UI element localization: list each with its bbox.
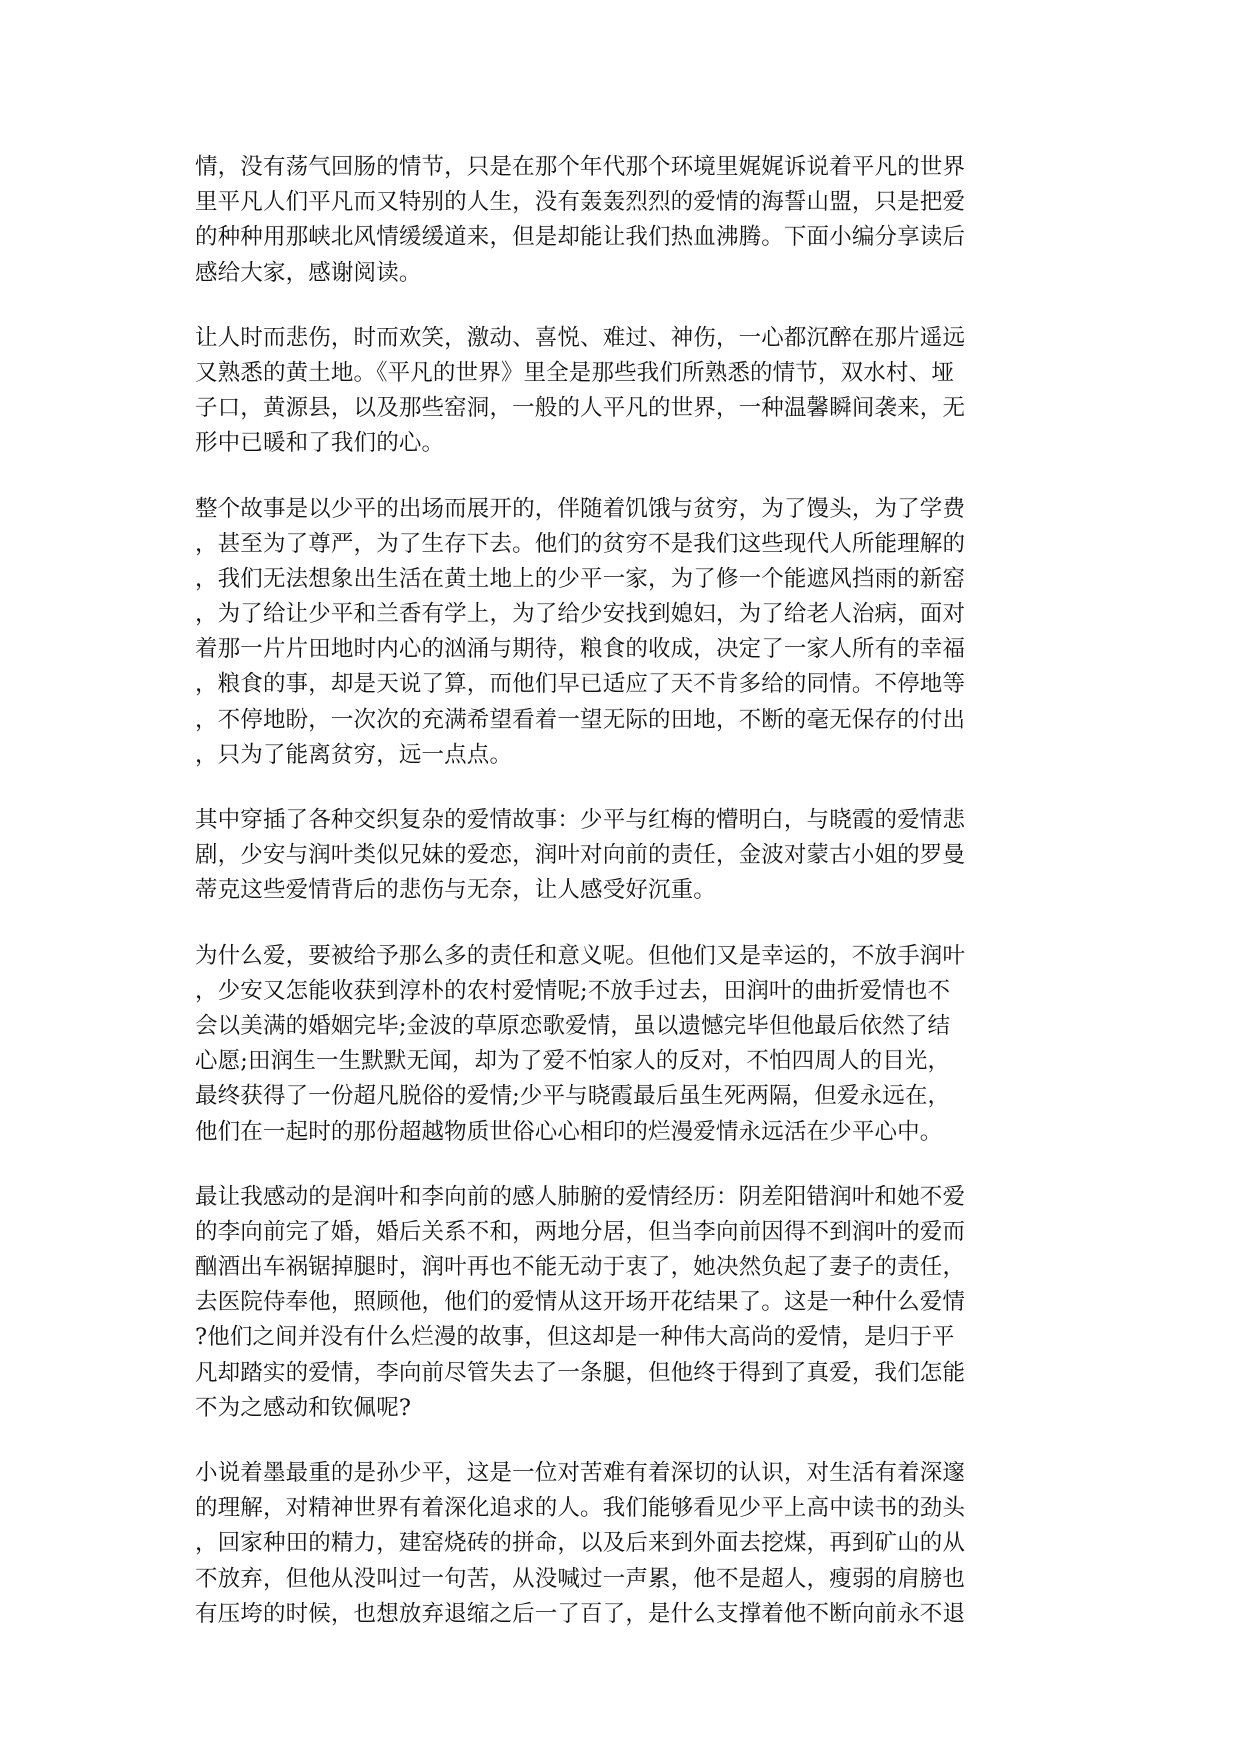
paragraph-4 [195,803,1055,909]
text-line: 又熟悉的黄土地。《平凡的世界》里全是那些我们所熟悉的情节，双水村、垭 [195,359,954,386]
text-line: ，少安又怎能收获到淳朴的农村爱情呢;不放手过去，田润叶的曲折爱情也不 [195,977,951,1004]
paragraph-3 [195,492,1055,774]
text-line: 剧，少安与润叶类似兄妹的爱恋，润叶对向前的责任，金波对蒙古小姐的罗曼 [195,842,966,869]
text-line: 感给大家，感谢阅读。 [195,259,422,286]
text-line: ，只为了能离贫穷，远一点点。 [195,741,513,768]
text-line: 整个故事是以少平的出场而展开的，伴随着饥饿与贫穷，为了馒头，为了学费 [195,495,966,522]
text-line: 不放弃，但他从没叫过一句苦，从没喊过一声累，他不是超人，瘦弱的肩膀也 [195,1565,966,1592]
text-line: 里平凡人们平凡而又特别的人生，没有轰轰烈烈的爱情的海誓山盟，只是把爱 [195,189,966,216]
document-body [195,150,1055,1662]
text-line: 去医院侍奉他，照顾他，他们的爱情从这开场开花结果了。这是一种什么爱情 [195,1289,966,1316]
text-line: ，甚至为了尊严，为了生存下去。他们的贫穷不是我们这些现代人所能理解的 [195,530,966,557]
text-line: ，粮食的事，却是天说了算，而他们早已适应了天不肯多给的同情。不停地等 [195,671,966,698]
text-line: 子口，黄源县，以及那些窑洞，一般的人平凡的世界，一种温馨瞬间袭来，无 [195,395,966,422]
text-line: 不为之感动和钦佩呢? [195,1394,412,1421]
text-line: 小说着墨最重的是孙少平，这是一位对苦难有着深切的认识，对生活有着深邃 [195,1460,966,1486]
text-line: 着那一片片田地时内心的汹涌与期待，粮食的收成，决定了一家人所有的幸福 [195,636,966,663]
text-line: 情，没有荡气回肠的情节，只是在那个年代那个环境里娓娓诉说着平凡的世界 [195,154,966,180]
text-line: 酗酒出车祸锯掉腿时，润叶再也不能无动于衷了，她决然负起了妻子的责任， [195,1254,966,1281]
text-line: 心愿;田润生一生默默无闻，却为了爱不怕家人的反对，不怕四周人的目光， [195,1048,951,1075]
text-line: 形中已暖和了我们的心。 [195,430,445,457]
text-line: 让人时而悲伤，时而欢笑，激动、喜悦、难过、神伤，一心都沉醉在那片遥远 [195,324,966,351]
text-line: 有压垮的时候，也想放弃退缩之后一了百了，是什么支撑着他不断向前永不退 [195,1600,966,1627]
paragraph-2 [195,321,1055,462]
paragraph-5 [195,939,1055,1150]
text-line: 为什么爱，要被给予那么多的责任和意义呢。但他们又是幸运的，不放手润叶 [195,942,966,969]
text-line: ，我们无法想象出生活在黄土地上的少平一家，为了修一个能遮风挡雨的新窑 [195,565,966,592]
text-line: 会以美满的婚姻完毕;金波的草原恋歌爱情，虽以遗憾完毕但他最后依然了结 [195,1012,951,1039]
text-line: 的李向前完了婚，婚后关系不和，两地分居，但当李向前因得不到润叶的爱而 [195,1218,966,1245]
text-line: 他们在一起时的那份超越物质世俗心心相印的烂漫爱情永远活在少平心中。 [195,1118,943,1145]
text-line: ，为了给让少平和兰香有学上，为了给少安找到媳妇，为了给老人治病，面对 [195,601,966,628]
text-line: 蒂克这些爱情背后的悲伤与无奈，让人感受好沉重。 [195,877,716,904]
text-line: ，不停地盼，一次次的充满希望看着一望无际的田地，不断的毫无保存的付出 [195,706,966,733]
text-line: 最让我感动的是润叶和李向前的感人肺腑的爱情经历：阴差阳错润叶和她不爱 [195,1183,966,1210]
text-line: ，回家种田的精力，建窑烧砖的拼命，以及后来到外面去挖煤，再到矿山的从 [195,1530,966,1557]
text-line: 其中穿插了各种交织复杂的爱情故事：少平与红梅的懵明白，与晓霞的爱情悲 [195,807,966,833]
text-line: 的理解，对精神世界有着深化追求的人。我们能够看见少平上高中读书的劲头 [195,1495,966,1522]
text-line: 凡却踏实的爱情，李向前尽管失去了一条腿，但他终于得到了真爱，我们怎能 [195,1359,966,1386]
text-line: 最终获得了一份超凡脱俗的爱情;少平与晓霞最后虽生死两隔，但爱永远在， [195,1083,951,1110]
paragraph-7 [195,1456,1055,1632]
paragraph-1 [195,150,1055,291]
paragraph-6 [195,1180,1055,1426]
text-line: 的种种用那峡北风情缓缓道来，但是却能让我们热血沸腾。下面小编分享读后 [195,224,966,251]
text-line: ?他们之间并没有什么烂漫的故事，但这却是一种伟大高尚的爱情，是归于平 [195,1324,955,1351]
